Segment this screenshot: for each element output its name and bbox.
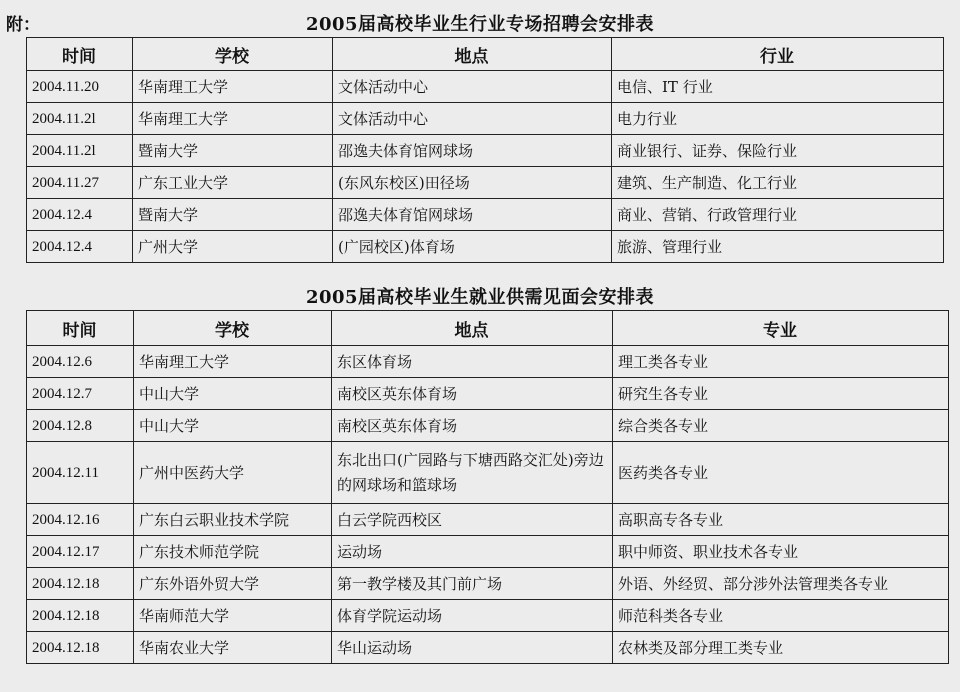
cell-school: 中山大学 [134, 378, 332, 410]
cell-school: 中山大学 [134, 410, 332, 442]
table-row [27, 536, 949, 568]
table-row [27, 378, 949, 410]
cell-date: 2004.11.27 [27, 167, 133, 199]
cell-date: 2004.12.4 [27, 199, 133, 231]
cell-location: 体育学院运动场 [332, 600, 613, 632]
cell-date: 2004.12.18 [27, 632, 134, 664]
cell-location: 邵逸夫体育馆网球场 [333, 135, 612, 167]
cell-date: 2004.11.20 [27, 71, 133, 103]
table-row [27, 600, 949, 632]
cell-location: 白云学院西校区 [332, 504, 613, 536]
table-row [27, 568, 949, 600]
cell-major: 外语、外经贸、部分涉外法管理类各专业 [613, 568, 949, 600]
cell-date: 2004.12.16 [27, 504, 134, 536]
cell-major: 医药类各专业 [613, 442, 949, 504]
appendix-label: 附： [6, 15, 40, 35]
cell-date: 2004.12.18 [27, 600, 134, 632]
cell-location: 东区体育场 [332, 346, 613, 378]
header-location: 地点 [332, 311, 613, 346]
cell-school: 广州大学 [133, 231, 333, 263]
cell-industry: 电信、IT 行业 [612, 71, 944, 103]
cell-location: 文体活动中心 [333, 103, 612, 135]
cell-location: 运动场 [332, 536, 613, 568]
table-header-row [27, 311, 949, 346]
cell-location: 南校区英东体育场 [332, 378, 613, 410]
cell-school: 广东工业大学 [133, 167, 333, 199]
table-row [27, 442, 949, 504]
cell-school: 华南师范大学 [134, 600, 332, 632]
cell-industry: 电力行业 [612, 103, 944, 135]
cell-location: (广园校区)体育场 [333, 231, 612, 263]
cell-date: 2004.11.2l [27, 135, 133, 167]
job-fair-schedule-table [26, 310, 949, 664]
cell-major: 理工类各专业 [613, 346, 949, 378]
cell-major: 职中师资、职业技术各专业 [613, 536, 949, 568]
cell-date: 2004.12.11 [27, 442, 134, 504]
header-school: 学校 [133, 38, 333, 71]
cell-school: 暨南大学 [133, 199, 333, 231]
cell-date: 2004.12.7 [27, 378, 134, 410]
cell-location: 文体活动中心 [333, 71, 612, 103]
cell-location: 东北出口(广园路与下塘西路交汇处)旁边的网球场和篮球场 [332, 442, 613, 504]
cell-location: 南校区英东体育场 [332, 410, 613, 442]
table-row [27, 346, 949, 378]
header-major: 专业 [613, 311, 949, 346]
cell-school: 华南理工大学 [133, 71, 333, 103]
cell-industry: 商业银行、证券、保险行业 [612, 135, 944, 167]
cell-major: 综合类各专业 [613, 410, 949, 442]
cell-date: 2004.11.2l [27, 103, 133, 135]
cell-date: 2004.12.4 [27, 231, 133, 263]
table-header-row [27, 38, 944, 71]
cell-date: 2004.12.6 [27, 346, 134, 378]
table-row [27, 71, 944, 103]
cell-industry: 商业、营销、行政管理行业 [612, 199, 944, 231]
cell-date: 2004.12.18 [27, 568, 134, 600]
cell-location: 华山运动场 [332, 632, 613, 664]
header-location: 地点 [333, 38, 612, 71]
cell-school: 广州中医药大学 [134, 442, 332, 504]
cell-location: 第一教学楼及其门前广场 [332, 568, 613, 600]
header-time: 时间 [27, 311, 134, 346]
table-row [27, 199, 944, 231]
header-school: 学校 [134, 311, 332, 346]
table-row [27, 231, 944, 263]
table-row [27, 410, 949, 442]
cell-industry: 建筑、生产制造、化工行业 [612, 167, 944, 199]
table-row [27, 632, 949, 664]
header-industry: 行业 [612, 38, 944, 71]
cell-major: 高职高专各专业 [613, 504, 949, 536]
header-time: 时间 [27, 38, 133, 71]
cell-school: 华南理工大学 [134, 346, 332, 378]
table-row [27, 504, 949, 536]
table-row [27, 167, 944, 199]
cell-major: 师范科类各专业 [613, 600, 949, 632]
cell-date: 2004.12.8 [27, 410, 134, 442]
cell-location: (东风东校区)田径场 [333, 167, 612, 199]
cell-school: 广东外语外贸大学 [134, 568, 332, 600]
cell-major: 研究生各专业 [613, 378, 949, 410]
cell-school: 广东白云职业技术学院 [134, 504, 332, 536]
table-row [27, 135, 944, 167]
cell-school: 广东技术师范学院 [134, 536, 332, 568]
recruitment-schedule-table [26, 37, 944, 263]
cell-date: 2004.12.17 [27, 536, 134, 568]
table1-title: 2005届高校毕业生行业专场招聘会安排表 [305, 14, 655, 35]
cell-major: 农林类及部分理工类专业 [613, 632, 949, 664]
cell-location: 邵逸夫体育馆网球场 [333, 199, 612, 231]
cell-school: 华南农业大学 [134, 632, 332, 664]
table2-title: 2005届高校毕业生就业供需见面会安排表 [305, 287, 655, 308]
cell-school: 华南理工大学 [133, 103, 333, 135]
table-row [27, 103, 944, 135]
cell-school: 暨南大学 [133, 135, 333, 167]
cell-industry: 旅游、管理行业 [612, 231, 944, 263]
